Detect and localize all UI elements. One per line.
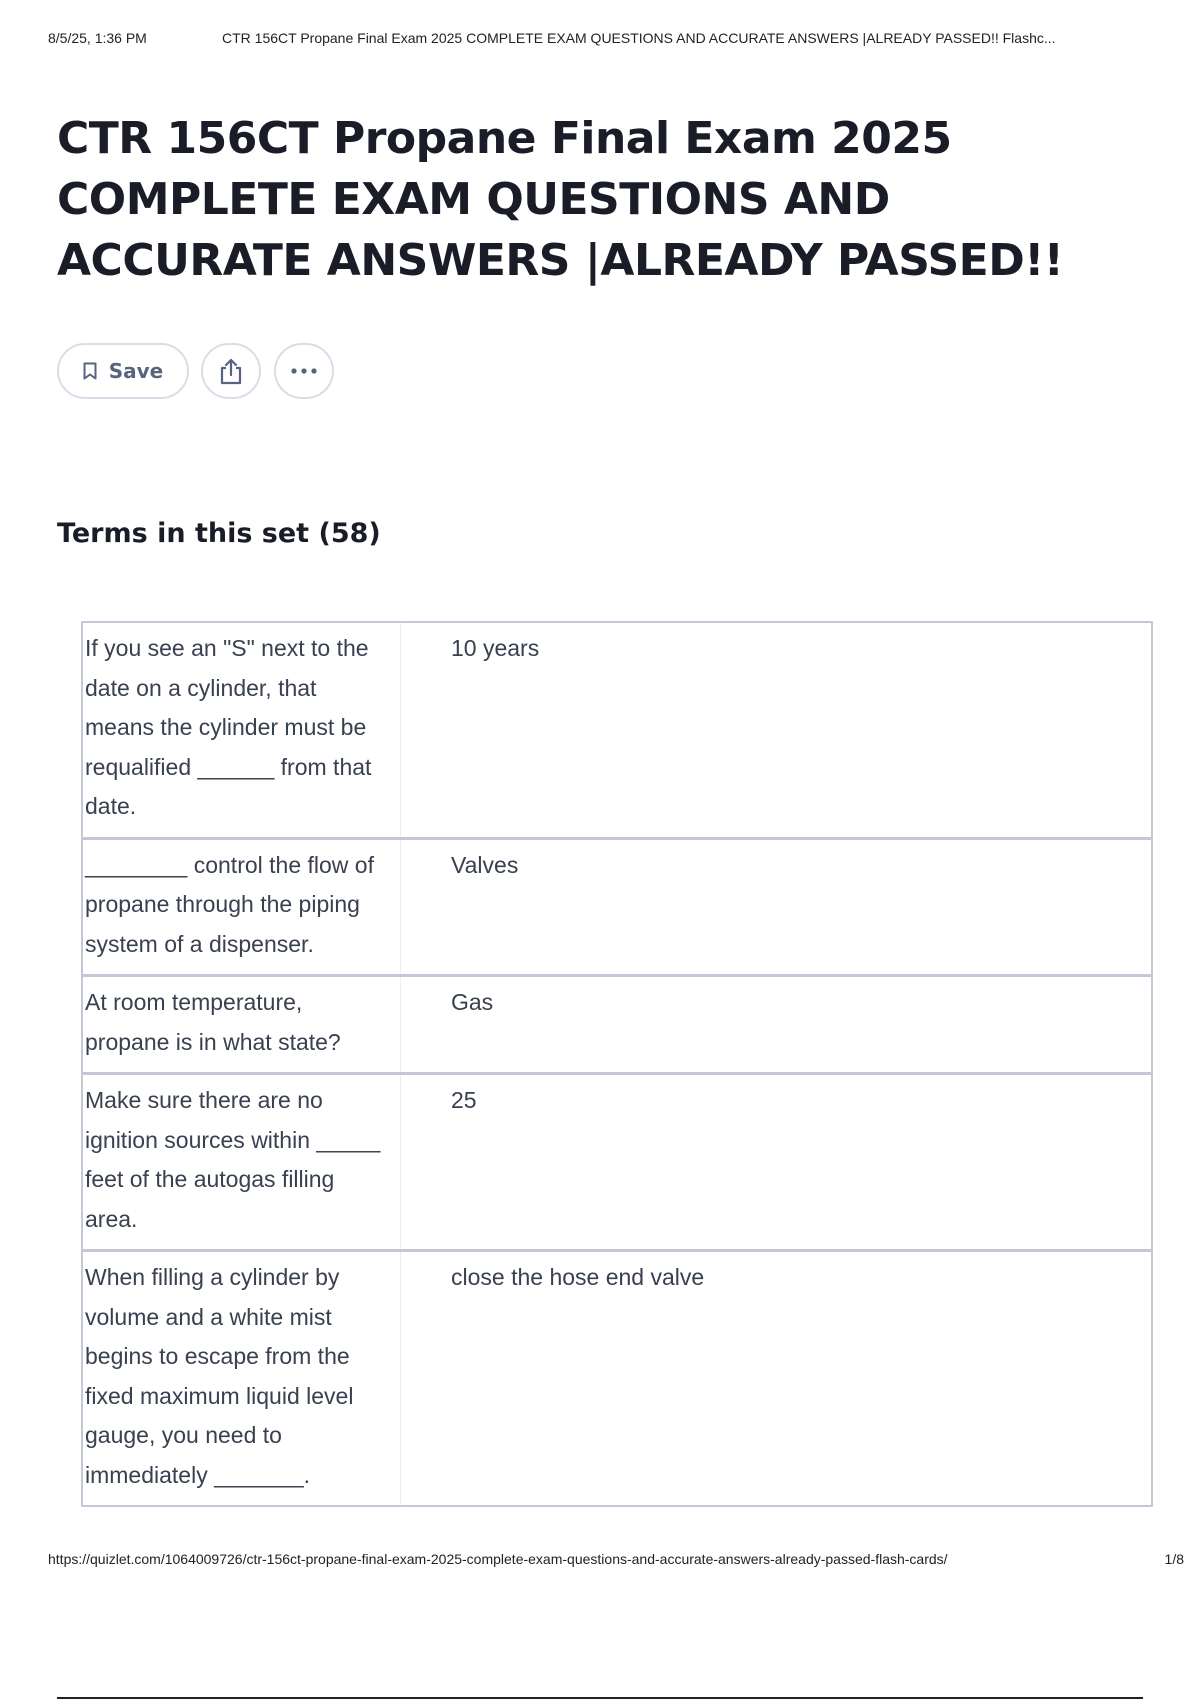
- share-icon: [218, 357, 244, 385]
- term-row: [83, 1072, 1151, 1249]
- term-text: If you see an "S" next to the date on a cylinder, that means the cylinder must be requalified ______ from that date.: [83, 623, 401, 837]
- page-number: 1/8: [1164, 1551, 1184, 1567]
- print-doc-title: CTR 156CT Propane Final Exam 2025 COMPLETE EXAM QUESTIONS AND ACCURATE ANSWERS |ALREADY PASSED!! Flashc...: [222, 30, 1056, 46]
- share-button[interactable]: [201, 343, 261, 399]
- definition-text: close the hose end valve: [451, 1264, 705, 1290]
- term-text: Make sure there are no ignition sources within _____ feet of the autogas filling area.: [83, 1075, 401, 1249]
- term-row: [83, 974, 1151, 1072]
- term-text: When filling a cylinder by volume and a white mist begins to escape from the fixed maximum liquid level gauge, you need to immediately _______.: [83, 1252, 401, 1505]
- print-url: https://quizlet.com/1064009726/ctr-156ct-propane-final-exam-2025-complete-exam-questions-and-accurate-answers-already-passed-flash-cards/: [48, 1551, 948, 1567]
- more-icon: [290, 367, 318, 375]
- terms-table: [81, 621, 1153, 1507]
- print-header: [48, 30, 1184, 50]
- term-row: [83, 837, 1151, 975]
- definition-text: Gas: [451, 989, 494, 1015]
- bookmark-icon: [83, 362, 97, 380]
- term-text: At room temperature, propane is in what state?: [83, 977, 401, 1072]
- print-datetime: 8/5/25, 1:36 PM: [48, 30, 147, 46]
- terms-heading: Terms in this set (58): [57, 518, 381, 549]
- page-title: CTR 156CT Propane Final Exam 2025 COMPLETE EXAM QUESTIONS AND ACCURATE ANSWERS |ALREADY PASSED!!: [57, 113, 1064, 286]
- term-row: [83, 623, 1151, 837]
- definition-text: Valves: [451, 851, 519, 878]
- definition-text: 25: [451, 1087, 477, 1113]
- page-divider: [57, 1697, 1143, 1699]
- save-button-label: Save: [108, 359, 164, 383]
- save-button[interactable]: [57, 343, 189, 399]
- definition-text: 10 years: [451, 635, 540, 661]
- more-options-button[interactable]: [274, 343, 334, 399]
- print-footer: [48, 1551, 1184, 1571]
- term-text: ________ control the flow of propane through the piping system of a dispenser.: [83, 840, 401, 975]
- term-row: [83, 1249, 1151, 1505]
